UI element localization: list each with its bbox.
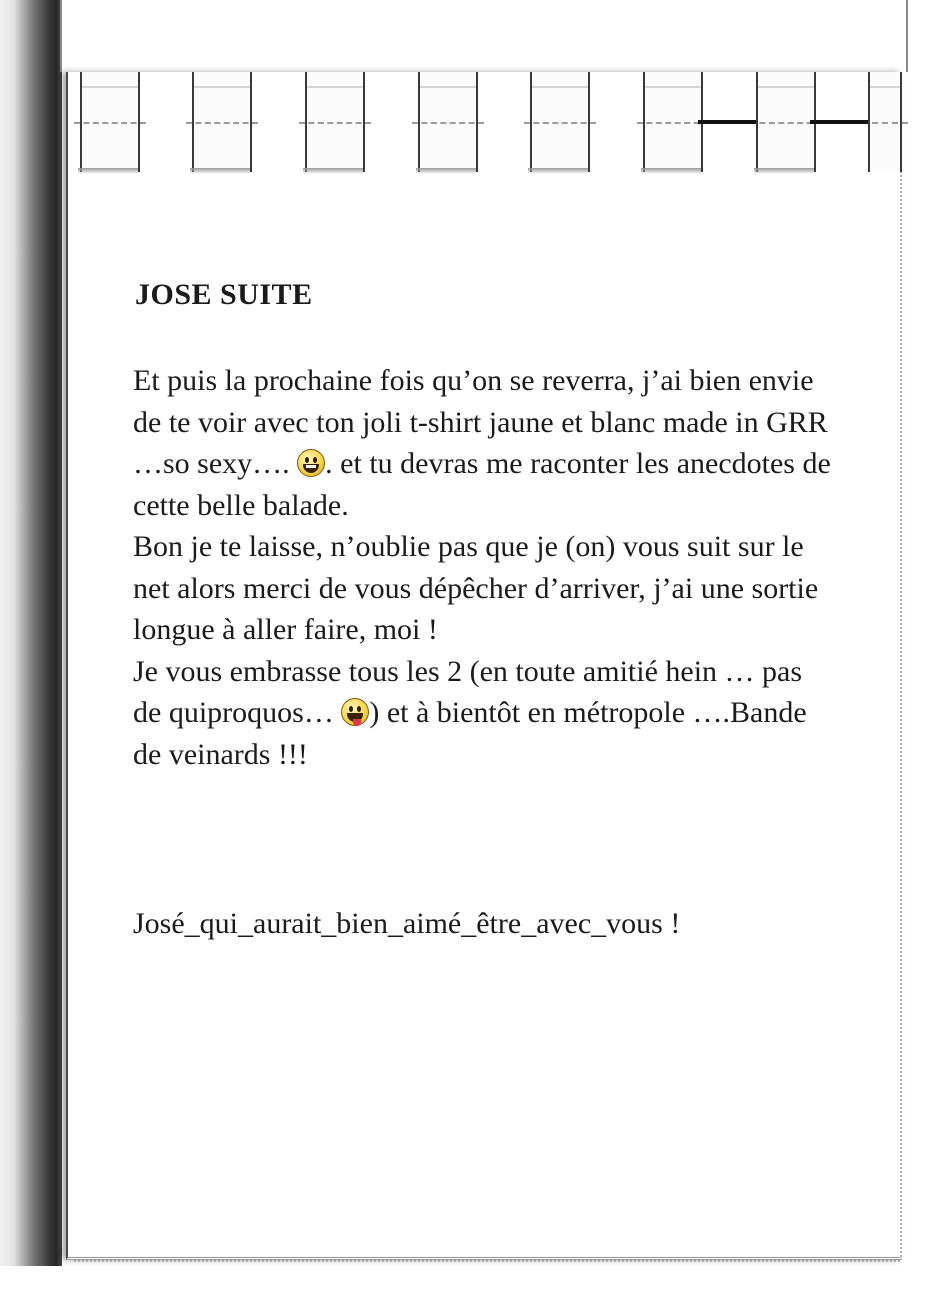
page-title: JOSE SUITE	[135, 278, 313, 311]
scan-margin	[0, 1266, 925, 1294]
back-page	[60, 0, 908, 72]
binding-hole	[643, 72, 703, 172]
hole-shadow	[528, 168, 588, 174]
tongue-out-smiley-icon	[341, 698, 369, 726]
hole-shadow	[641, 168, 701, 174]
hole-shadow	[190, 168, 250, 174]
page-stack-edge	[74, 1252, 900, 1262]
binding-wire	[810, 120, 868, 124]
signature: José_qui_aurait_bien_aimé_être_avec_vous !	[133, 907, 681, 940]
binding-hole	[192, 72, 252, 172]
paragraph-text: Et puis la prochaine fois qu’on se reverra, j’ai bien envie de te voir avec ton joli t-shirt jaune et blanc made in GRR …so sexy….	[133, 364, 828, 480]
hole-shadow	[754, 168, 814, 174]
paragraph-tshirt	[133, 360, 833, 526]
message-body	[133, 360, 833, 775]
paragraph-follow: Bon je te laisse, n’oublie pas que je (on) vous suit sur le net alors merci de vous dépêcher d’arriver, j’ai une sortie longue à aller faire, moi !	[133, 530, 819, 646]
hole-shadow	[416, 168, 476, 174]
binding-hole	[868, 72, 902, 172]
paragraph-text: Je vous embrasse tous les 2 (en toute amitié hein … pas de quiproquos…	[133, 654, 803, 729]
hole-shadow	[78, 168, 138, 174]
paragraph-text: . et tu devras me raconter les anecdotes de cette belle balade.	[133, 447, 831, 522]
hole-shadow	[303, 168, 363, 174]
scan-shadow	[0, 0, 62, 1294]
binding-hole	[305, 72, 365, 172]
paragraph-farewell	[133, 651, 833, 776]
binding-hole	[418, 72, 478, 172]
paragraph-text: ) et à bientôt en métropole ….Bande de veinards !!!	[133, 696, 807, 771]
binding-hole	[80, 72, 140, 172]
binding-hole	[756, 72, 816, 172]
binding-wire	[698, 120, 756, 124]
grinning-smiley-icon	[297, 449, 325, 477]
binding-hole	[530, 72, 590, 172]
